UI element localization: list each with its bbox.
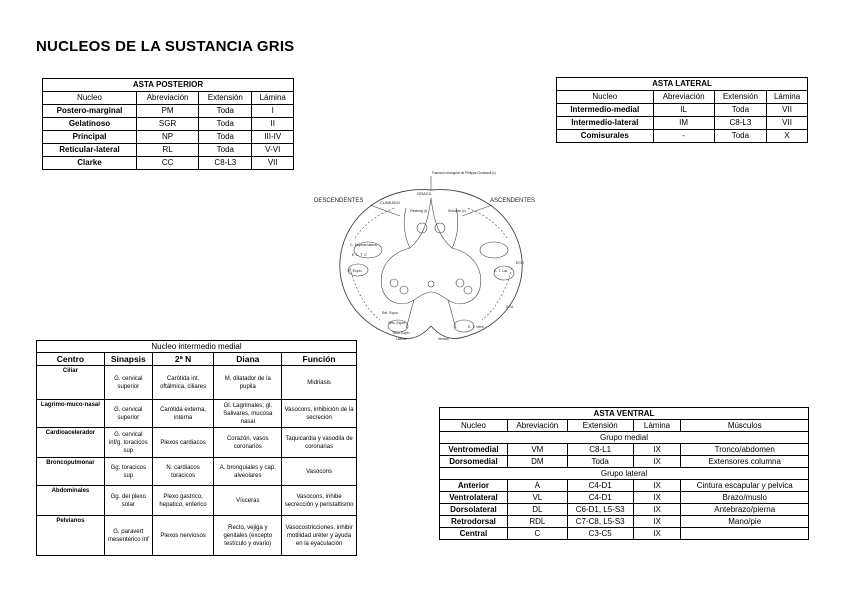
cell: RL bbox=[137, 144, 199, 157]
column-header: 2ª N bbox=[152, 353, 214, 366]
cell: NP bbox=[137, 131, 199, 144]
group-medial-label: Grupo medial bbox=[440, 432, 809, 444]
cell: Plexo gastrico, hepatico, enterico bbox=[152, 486, 214, 516]
cell: Gg. del plexo solar bbox=[104, 486, 152, 516]
cell: Plexos cardiacos bbox=[152, 428, 214, 458]
cell: I bbox=[252, 105, 294, 118]
group-lateral-label: Grupo lateral bbox=[440, 468, 809, 480]
cell: Brazo/muslo bbox=[681, 492, 809, 504]
table-row bbox=[43, 144, 294, 157]
column-header: Centro bbox=[37, 353, 105, 366]
cell: Cardioacelerador bbox=[37, 428, 105, 458]
cell: Plexos nerviosos bbox=[152, 516, 214, 556]
cell: Vasocons, inhibe secrección y peristaltismo bbox=[282, 486, 357, 516]
cell: C3-C5 bbox=[567, 528, 633, 540]
cell: VM bbox=[507, 444, 567, 456]
cell: V-VI bbox=[252, 144, 294, 157]
diagram-label-schultze: Schultze (c) bbox=[448, 209, 466, 213]
cell bbox=[681, 528, 809, 540]
cell: Ventromedial bbox=[440, 444, 508, 456]
cell: II bbox=[252, 118, 294, 131]
cell: Vasocostricciones, inhibir motilidad uréter y ayuda en la eyaculación bbox=[282, 516, 357, 556]
cell: IX bbox=[633, 444, 681, 456]
table-row bbox=[440, 444, 809, 456]
cell: C8-L3 bbox=[714, 117, 766, 130]
diagram-label-eca: ECA bbox=[506, 305, 514, 309]
lateral-caption: ASTA LATERAL bbox=[557, 78, 808, 91]
cell: Reticular-lateral bbox=[43, 144, 137, 157]
cell: Dorsolateral bbox=[440, 504, 508, 516]
page-title: NUCLEOS DE LA SUSTANCIA GRIS bbox=[36, 38, 295, 55]
cell: SGR bbox=[137, 118, 199, 131]
cell: Corazón, vasos coronarios bbox=[214, 428, 282, 458]
column-header: Lámina bbox=[633, 420, 681, 432]
cell: A bbox=[507, 480, 567, 492]
cell: Ventrolateral bbox=[440, 492, 508, 504]
diagram-label-gracil: GRACIL bbox=[417, 191, 432, 196]
cell: Toda bbox=[199, 118, 252, 131]
diagram-label-espinal: C. Espinal lateral bbox=[350, 243, 378, 247]
column-header: Extensión bbox=[714, 91, 766, 104]
cell: DM bbox=[507, 456, 567, 468]
diagram-label-ret: Ret. Espin bbox=[382, 311, 398, 315]
spinal-cord-diagram bbox=[310, 168, 552, 348]
lateral-table bbox=[556, 77, 808, 143]
cell: IX bbox=[633, 492, 681, 504]
diagram-label-tect: Tecto Espin bbox=[392, 331, 410, 335]
cell: Tronco/abdomen bbox=[681, 444, 809, 456]
cell: C4-D1 bbox=[567, 492, 633, 504]
cell: III-IV bbox=[252, 131, 294, 144]
cell: Toda bbox=[199, 105, 252, 118]
cell: C6-D1, L5-S3 bbox=[567, 504, 633, 516]
table-row bbox=[37, 486, 357, 516]
cell: Vasocons, inhibición de la secreción bbox=[282, 400, 357, 428]
column-header: Lámina bbox=[767, 91, 808, 104]
cell: Toda bbox=[199, 131, 252, 144]
column-header: Sinapsis bbox=[104, 353, 152, 366]
column-header: Extensión bbox=[199, 92, 252, 105]
ventral-table bbox=[439, 407, 809, 540]
cell: Retrodorsal bbox=[440, 516, 508, 528]
cell: Vísceras bbox=[214, 486, 282, 516]
diagram-label-vest: Vest. Espin bbox=[388, 321, 405, 325]
cell: VII bbox=[252, 157, 294, 170]
cell: Taquicardia y vasodila de coronarias bbox=[282, 428, 357, 458]
cell: Mano/pie bbox=[681, 516, 809, 528]
cell: Clarke bbox=[43, 157, 137, 170]
diagram-label-top: Fascículo triangular de Philippe-Gombault (c) bbox=[432, 171, 496, 175]
table-row bbox=[37, 366, 357, 400]
table-row bbox=[43, 118, 294, 131]
table-row bbox=[440, 504, 809, 516]
diagram-label-ventral: Ventral bbox=[438, 337, 449, 341]
table-row bbox=[37, 458, 357, 486]
cell: G. paravert mesentérico inf bbox=[104, 516, 152, 556]
cell: X bbox=[767, 130, 808, 143]
cell: VII bbox=[767, 104, 808, 117]
cell: Central bbox=[440, 528, 508, 540]
cell: Recto, vejiga y genitales (excepto testículo y ovario) bbox=[214, 516, 282, 556]
cell: Lagrimo-muco-nasal bbox=[37, 400, 105, 428]
cell: Comisurales bbox=[557, 130, 654, 143]
cell: Intermedio-lateral bbox=[557, 117, 654, 130]
table-row bbox=[440, 528, 809, 540]
table-row bbox=[43, 105, 294, 118]
table-row bbox=[557, 104, 808, 117]
cell: Ciliar bbox=[37, 366, 105, 400]
cell: Midriasis bbox=[282, 366, 357, 400]
diagram-label-estv: E. T. Vent. bbox=[468, 325, 485, 329]
column-header: Nucleo bbox=[440, 420, 508, 432]
cell: VL bbox=[507, 492, 567, 504]
ventral-caption: ASTA VENTRAL bbox=[440, 408, 809, 420]
cell: IM bbox=[653, 117, 714, 130]
intermedio-header-row bbox=[37, 353, 357, 366]
cell: G. cervical inf/g. toracicos sup bbox=[104, 428, 152, 458]
cell: Dorsomedial bbox=[440, 456, 508, 468]
cell: IX bbox=[633, 456, 681, 468]
table-row bbox=[440, 516, 809, 528]
cell: Broncopulmonar bbox=[37, 458, 105, 486]
cell: M. dilatador de la pupila bbox=[214, 366, 282, 400]
diagram-label-lateral: Lateral bbox=[396, 337, 407, 341]
cell: DL bbox=[507, 504, 567, 516]
cell: C8-L3 bbox=[199, 157, 252, 170]
cell: IX bbox=[633, 516, 681, 528]
cell: Extensores columna bbox=[681, 456, 809, 468]
table-row bbox=[37, 516, 357, 556]
cell: G. cervical superior bbox=[104, 366, 152, 400]
diagram-label-ascendentes: ASCENDENTES bbox=[490, 198, 536, 204]
cell: Toda bbox=[714, 104, 766, 117]
column-header: Extensión bbox=[567, 420, 633, 432]
cell: A. bronquiales y cap. alveolares bbox=[214, 458, 282, 486]
column-header: Músculos bbox=[681, 420, 809, 432]
posterior-caption: ASTA POSTERIOR bbox=[43, 79, 294, 92]
cell: - bbox=[653, 130, 714, 143]
cell: PM bbox=[137, 105, 199, 118]
diagram-label-et: E. T. Lat. bbox=[494, 269, 509, 273]
cell: N. cardiacos toracicos bbox=[152, 458, 214, 486]
cell: Toda bbox=[199, 144, 252, 157]
table-row bbox=[440, 492, 809, 504]
cell: RDL bbox=[507, 516, 567, 528]
table-row bbox=[37, 428, 357, 458]
column-header: Nucleo bbox=[43, 92, 137, 105]
cell: C8-L1 bbox=[567, 444, 633, 456]
cell: CC bbox=[137, 157, 199, 170]
cell: Cintura escapular y pelvica bbox=[681, 480, 809, 492]
cell: Gelatinoso bbox=[43, 118, 137, 131]
table-row bbox=[557, 117, 808, 130]
cell: IX bbox=[633, 480, 681, 492]
cell: IX bbox=[633, 504, 681, 516]
column-header: Lámina bbox=[252, 92, 294, 105]
column-header: Diana bbox=[214, 353, 282, 366]
cell: Anterior bbox=[440, 480, 508, 492]
cell: VII bbox=[767, 117, 808, 130]
cell: Carótida externa, interna bbox=[152, 400, 214, 428]
table-row bbox=[557, 130, 808, 143]
column-header: Nucleo bbox=[557, 91, 654, 104]
cell: Toda bbox=[567, 456, 633, 468]
cell: C bbox=[507, 528, 567, 540]
diagram-label-cuneado: CUNEADO bbox=[380, 200, 401, 205]
cell: Principal bbox=[43, 131, 137, 144]
cell: Carótida int. oftálmica, ciliares bbox=[152, 366, 214, 400]
diagram-label-descendentes: DESCENDENTES bbox=[314, 198, 364, 204]
table-row bbox=[43, 157, 294, 170]
column-header: Abreviación bbox=[507, 420, 567, 432]
cell: Pelvianos bbox=[37, 516, 105, 556]
cell: Gl. Lagrimales, gl. Salivares, mucosa nasal bbox=[214, 400, 282, 428]
table-row bbox=[37, 400, 357, 428]
diagram-label-flechsig: Flechsig (l) bbox=[410, 209, 427, 213]
cell: Intermedio-medial bbox=[557, 104, 654, 117]
column-header: Abreviación bbox=[653, 91, 714, 104]
cell: IX bbox=[633, 528, 681, 540]
diagram-label-rubro: R. Espin bbox=[348, 269, 362, 273]
ventral-header-row bbox=[440, 420, 809, 432]
cell: G. cervical superior bbox=[104, 400, 152, 428]
cell: C4-D1 bbox=[567, 480, 633, 492]
intermedio-caption: Nucleo intermedio medial bbox=[37, 341, 357, 353]
cell: Postero-marginal bbox=[43, 105, 137, 118]
diagram-label-stc: E. L. T. C bbox=[352, 253, 367, 257]
cell: Toda bbox=[714, 130, 766, 143]
cell: C7-C8, L5-S3 bbox=[567, 516, 633, 528]
posterior-header-row bbox=[43, 92, 294, 105]
cell: Antebrazo/pierna bbox=[681, 504, 809, 516]
diagram-label-eco: ECO bbox=[516, 261, 524, 265]
column-header: Función bbox=[282, 353, 357, 366]
table-row bbox=[440, 480, 809, 492]
cell: Gg. toracicos sup bbox=[104, 458, 152, 486]
lateral-header-row bbox=[557, 91, 808, 104]
table-row bbox=[440, 456, 809, 468]
cell: Vasocons bbox=[282, 458, 357, 486]
posterior-table bbox=[42, 78, 294, 170]
intermedio-table bbox=[36, 340, 357, 556]
cell: IL bbox=[653, 104, 714, 117]
column-header: Abreviación bbox=[137, 92, 199, 105]
table-row bbox=[43, 131, 294, 144]
cell: Abdominales bbox=[37, 486, 105, 516]
